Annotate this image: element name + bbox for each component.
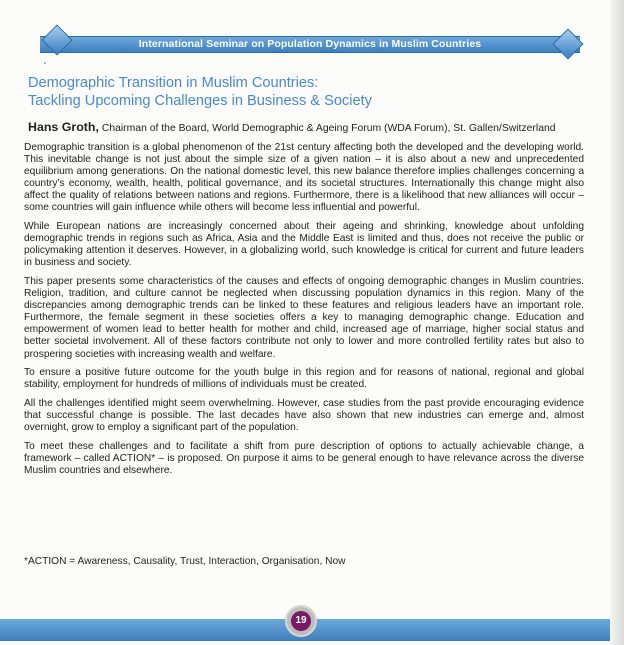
paragraph-5: All the challenges identified might seem overwhelming. However, case studies from the past provide encouraging evidence that successful change is possible. The last decades have also shown that new industries can emerge and, almost overnight, grow to employ a significant part of the population. bbox=[24, 397, 584, 433]
footnote: *ACTION = Awareness, Causality, Trust, Interaction, Organisation, Now bbox=[24, 556, 346, 567]
article-title bbox=[28, 74, 588, 110]
byline bbox=[28, 120, 598, 136]
title-line-1: Demographic Transition in Muslim Countries: bbox=[28, 75, 319, 91]
paragraph-3: This paper presents some characteristics of the causes and effects of ongoing demographic changes in Muslim countries. Religion, tradition, and culture cannot be neglected when discussing population dynamics in this region. Many of the discrepancies among demographic trends can be linked to these features and religious leaders have an important role. Furthermore, the female segment in these societies offers a key to managing demographic change. Education and empowerment of women lead to better health for mother and child, increased age of marriage, higher social status and better societal involvement. All of these factors contribute not only to lower and more controlled fertility rates but also to prospering societies with increasing wealth and welfare. bbox=[24, 275, 584, 360]
scan-dot bbox=[44, 62, 46, 64]
paragraph-2: While European nations are increasingly concerned about their ageing and shrinking, knowledge about unfolding demographic trends in regions such as Africa, Asia and the Middle East is limited and thus, does not receive the public or policymaking attention it deserves. However, in a globalizing world, such knowledge is critical for current and future leaders in business and society. bbox=[24, 221, 584, 269]
author-name: Hans Groth, bbox=[28, 120, 99, 134]
paragraph-1: Demographic transition is a global phenomenon of the 21st century affecting both the developed and the developing world. This inevitable change is not just about the simple size of a given nation – it is also about a new and unprecedented equilibrium among generations. On the national domestic level, this new balance therefore implies challenges concerning a country’s economy, wealth, health, political governance, and its societal structures. Internationally this change might also affect the quality of relations between nations and regions. Furthermore, there is a likelihood that new alliances will occur – some countries will gain influence while others will become less influential and powerful. bbox=[24, 142, 584, 214]
page-number-badge bbox=[285, 605, 317, 637]
right-diamond-ornament bbox=[552, 28, 583, 59]
seminar-title: International Seminar on Population Dynamics in Muslim Countries bbox=[138, 38, 482, 50]
header-band bbox=[40, 36, 580, 53]
title-line-2: Tackling Upcoming Challenges in Business & Society bbox=[28, 93, 372, 109]
author-affiliation: Chairman of the Board, World Demographic & Ageing Forum (WDA Forum), St. Gallen/Switzerland bbox=[101, 123, 556, 134]
article-body bbox=[24, 142, 584, 483]
paragraph-6: To meet these challenges and to facilitate a shift from pure description of options to actually achievable change, a framework – called ACTION* – is proposed. On purpose it aims to be general enough to have relevance across the diverse Muslim countries and elsewhere. bbox=[24, 440, 584, 476]
page-number: 19 bbox=[291, 611, 311, 631]
paragraph-4: To ensure a positive future outcome for the youth bulge in this region and for reasons of national, regional and global stability, employment for hundreds of millions of individuals must be created. bbox=[24, 367, 584, 391]
